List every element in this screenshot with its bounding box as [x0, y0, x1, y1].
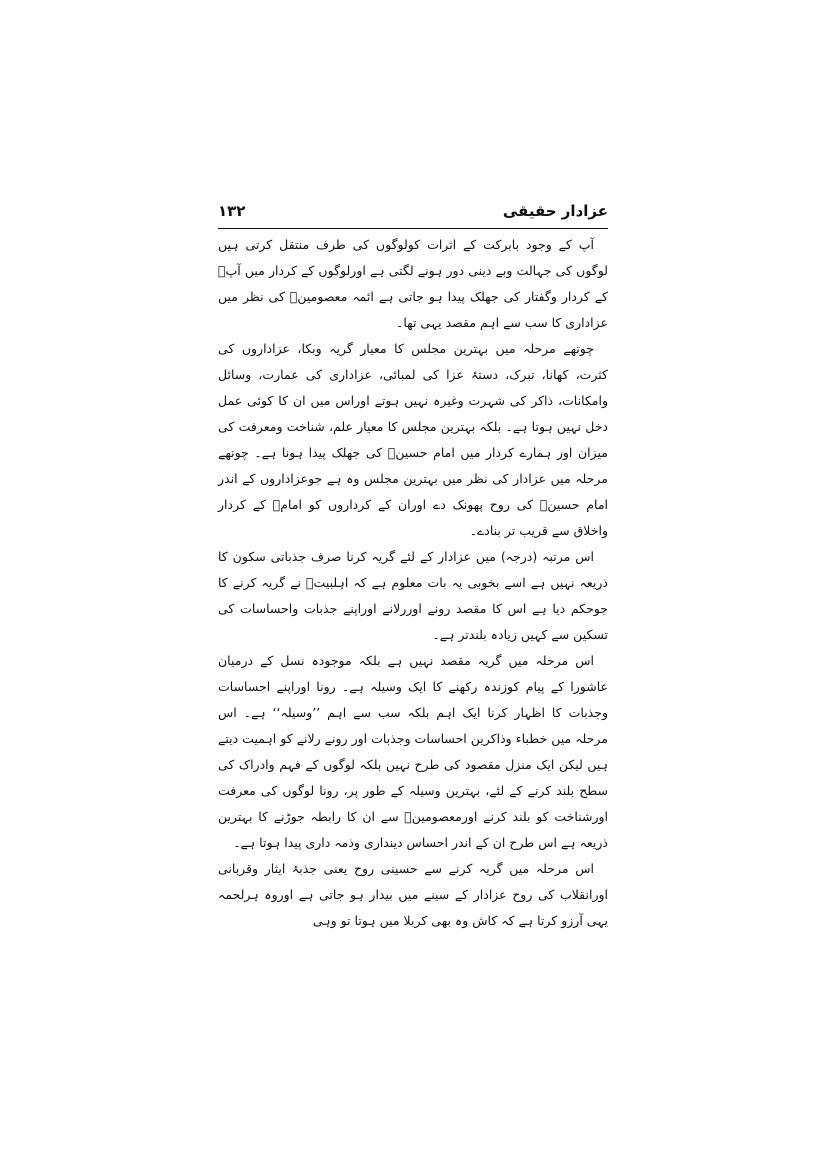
paragraph: اس مرحلہ میں گریہ کرنے سے حسینی روح یعنی جذبۂ ایثار وقربانی اورانقلاب کی روح عزادار کے سینے میں بیدار ہو جاتی ہے اوروہ ہرلحمہ یہی آرزو کرتا ہے کہ کاش وہ بھی کربلا میں ہوتا تو وہی: [218, 861, 608, 928]
paragraph: آپ کے وجود بابرکت کے اثرات کولوگوں کی طرف منتقل کرتی ہیں لوگوں کی جہالت وبے دینی دور ہونے لگتی ہے اورلوگوں کے کردار میں آپؑ کے کردار وگفتار کی جھلک پیدا ہو جاتی ہے ائمہ معصومینؑ کی نظر میں عزاداری کا سب سے اہم مقصد یہی تھا۔: [218, 237, 608, 330]
body-text: [218, 232, 608, 934]
paragraph: اس مرحلہ میں گریہ مقصد نہیں ہے بلکہ موجودہ نسل کے درمیان عاشورا کے پیام کوزندہ رکھنے کا ایک وسیلہ ہے۔ رونا اوراپنے احساسات وجذبات کا اظہار کرنا ایک اہم بلکہ سب سے اہم ’’وسیلہ‘‘ ہے۔ اس مرحلہ میں خطباء وذاکرین احساسات وجذبات اور رونے رلانے کو اہمیت دیتے ہیں لیکن ایک منزل مقصود کی طرح نہیں بلکہ لوگوں کے فہم وادراک کی سطح بلند کرنے کے لئے، بہترین وسیلہ کے طور پر، رونا لوگوں کی معرفت اورشناخت کو بلند کرنے اورمعصومینؑ سے ان کا رابطہ جوڑنے کا بہترین ذریعہ ہے اس طرح ان کے اندر احساس دینداری وذمہ داری پیدا ہوتا ہے۔: [218, 653, 608, 850]
paragraph: چوتھے مرحلہ میں بہترین مجلس کا معیار گریہ وبکا، عزاداروں کی کثرت، کھانا، تبرک، دستۂ عزا کی لمبائی، عزاداری کی عمارت، وسائل وامکانات، ذاکر کی شہرت وغیرہ نہیں ہوتے اوراس میں ان کا کوئی عمل دخل نہیں ہوتا ہے۔ بلکہ بہترین مجلس کا معیار علم، شناخت ومعرفت کی میزان اور ہمارے کردار میں امام حسینؑ کی جھلک پیدا ہونا ہے۔ چوتھے مرحلہ میں عزادار کی نظر میں بہترین مجلس وہ ہے جوعزاداروں کے اندر امام حسینؑ کی روح پھونک دے اوران کے کرداروں کو امامؑ کے کردار واخلاق سے قریب تر بنادے۔: [218, 341, 608, 538]
page-header: [218, 200, 608, 226]
paragraph: اس مرتبہ (درجہ) میں عزادار کے لئے گریہ کرنا صرف جذباتی سکون کا ذریعہ نہیں ہے اسے بخوبی یہ بات معلوم ہے کہ اہلبیتؑ نے گریہ کرنے کا جوحکم دیا ہے اس کا مقصد رونے اوررلانے اوراپنے جذبات واحساسات کی تسکین سے کہیں زیادہ بلندتر ہے۔: [218, 549, 608, 642]
header-divider: [218, 228, 608, 229]
book-title: عزادار حقیقی: [502, 202, 608, 220]
page-number: ۱۳۲: [218, 202, 246, 220]
